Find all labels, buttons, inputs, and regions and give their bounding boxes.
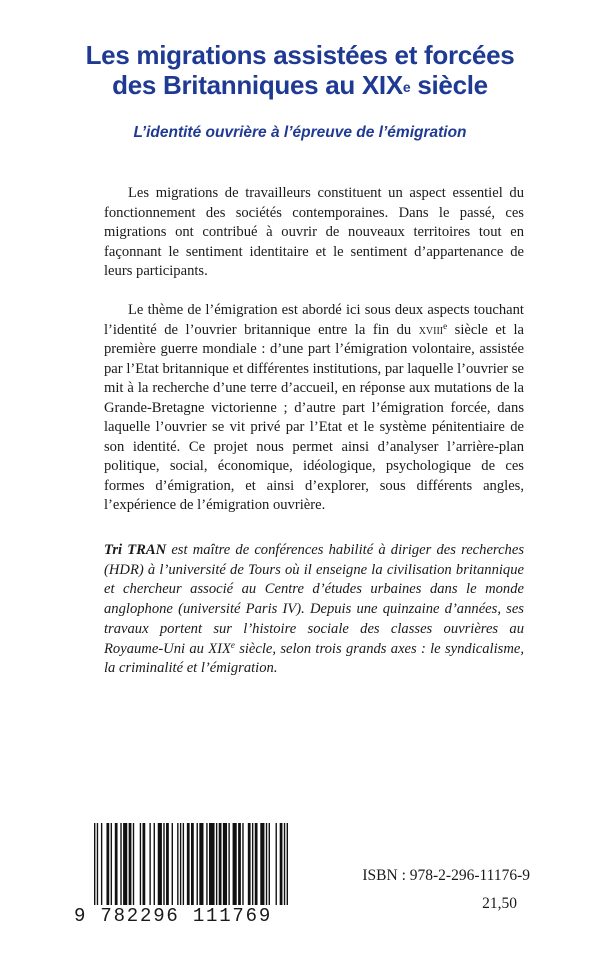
barcode-bar bbox=[177, 823, 178, 905]
barcode-bar bbox=[115, 823, 118, 905]
bio-sup: e bbox=[230, 639, 235, 650]
title-superscript: e bbox=[402, 79, 411, 95]
barcode-bar bbox=[269, 823, 270, 905]
barcode-bar bbox=[129, 823, 132, 905]
barcode-bar bbox=[187, 823, 190, 905]
barcode bbox=[74, 823, 304, 925]
title-line-2-text: des Britanniques au XIX bbox=[112, 70, 403, 100]
barcode-bar bbox=[172, 823, 173, 905]
barcode-bar bbox=[276, 823, 277, 905]
barcode-bar bbox=[280, 823, 283, 905]
barcode-bar bbox=[101, 823, 102, 905]
barcode-bar bbox=[111, 823, 112, 905]
p2-text-b: siècle et la première guerre mondiale : d’une part l’émigration volontaire, assistée par l’Etat britannique et différentes institutions, par laquelle l’ouvrier se mit à la recherche d’une terre d’accueil, en réponse aux mutations de la Grande-Bretagne victorienne ; d’autre part l’émigration forcée, dans laquelle l’ouvrier se vit privé par l’Etat et le système pénitentiaire de son identité. Ce projet nous permet ainsi d’analyser l’arrière-plan politique, social, économique, idéologique, psychologique de ces formes d’émigration, et ainsi d’explorer, sous différents angles, l’expérience de l’émigration ouvrière. bbox=[104, 321, 525, 513]
barcode-bar bbox=[94, 823, 95, 905]
barcode-bar bbox=[133, 823, 134, 905]
barcode-bar bbox=[233, 823, 237, 905]
barcode-bar bbox=[238, 823, 241, 905]
barcode-bar bbox=[97, 823, 98, 905]
barcode-bar bbox=[163, 823, 164, 905]
barcode-bar bbox=[149, 823, 150, 905]
barcode-bar bbox=[242, 823, 243, 905]
barcode-bar bbox=[199, 823, 203, 905]
bio-text-a: est maître de conférences habilité à diriger des recherches (HDR) à l’université de Tours où il enseigne la civilisation britannique et chercheur associé au Centre d’études urbaines dans le monde anglophone (université Paris IV). Depuis une quinzaine d’années, ses travaux portent sur l’histoire sociale des classes ouvrières au Royaume-Uni au XIX bbox=[104, 542, 525, 657]
summary-paragraph-1: Les migrations de travailleurs constituent un aspect essentiel du fonctionnement des sociétés contemporaines. Dans le passé, ces migrations ont contribué à ouvrir de nouveaux territoires tout en façonnant le sentiment identitaire et le sentiment d’appartenance de leurs participants. bbox=[104, 185, 524, 279]
barcode-bar bbox=[287, 823, 288, 905]
barcode-bar bbox=[219, 823, 222, 905]
barcode-bar bbox=[191, 823, 194, 905]
barcode-digits: 9 782296 111769 bbox=[74, 905, 273, 927]
bio-text-b: siècle, selon trois grands axes : le syndicalisme, la criminalité et l’émigration. bbox=[104, 640, 524, 677]
barcode-bar bbox=[248, 823, 251, 905]
book-title-line-1: Les migrations assistées et forcées bbox=[85, 40, 515, 70]
barcode-bar bbox=[252, 823, 253, 905]
barcode-bar bbox=[143, 823, 146, 905]
barcode-bars bbox=[94, 823, 288, 905]
barcode-bar bbox=[197, 823, 198, 905]
barcode-bar bbox=[255, 823, 258, 905]
author-bio bbox=[104, 541, 524, 679]
barcode-bar bbox=[260, 823, 264, 905]
barcode-bar bbox=[120, 823, 121, 905]
barcode-bar bbox=[216, 823, 217, 905]
barcode-bar bbox=[206, 823, 207, 905]
barcode-bar bbox=[228, 823, 229, 905]
title-line-2-end: siècle bbox=[410, 70, 488, 100]
barcode-bar bbox=[140, 823, 141, 905]
author-name: Tri TRAN bbox=[104, 542, 167, 558]
p2-century-sup: e bbox=[443, 320, 448, 331]
book-title-line-2 bbox=[40, 70, 560, 100]
book-subtitle: L’identité ouvrière à l’épreuve de l’émigration bbox=[133, 124, 467, 141]
summary-paragraph-2 bbox=[104, 301, 524, 516]
book-title bbox=[40, 40, 560, 100]
barcode-bar bbox=[166, 823, 169, 905]
barcode-bar bbox=[183, 823, 184, 905]
barcode-bar bbox=[154, 823, 155, 905]
barcode-bar bbox=[266, 823, 267, 905]
p2-text-a: Le thème de l’émigration est abordé ici sous deux aspects touchant l’identité de l’ouvrier britannique entre la fin du bbox=[104, 302, 524, 338]
barcode-bar bbox=[223, 823, 227, 905]
barcode-bar bbox=[180, 823, 181, 905]
barcode-bar bbox=[123, 823, 127, 905]
barcode-bar bbox=[284, 823, 285, 905]
isbn: ISBN : 978-2-296-11176-9 bbox=[362, 867, 530, 884]
barcode-bar bbox=[209, 823, 215, 905]
barcode-bar bbox=[106, 823, 109, 905]
price: 21,50 bbox=[482, 895, 517, 912]
barcode-bar bbox=[158, 823, 162, 905]
p2-century: xviii bbox=[418, 321, 444, 338]
